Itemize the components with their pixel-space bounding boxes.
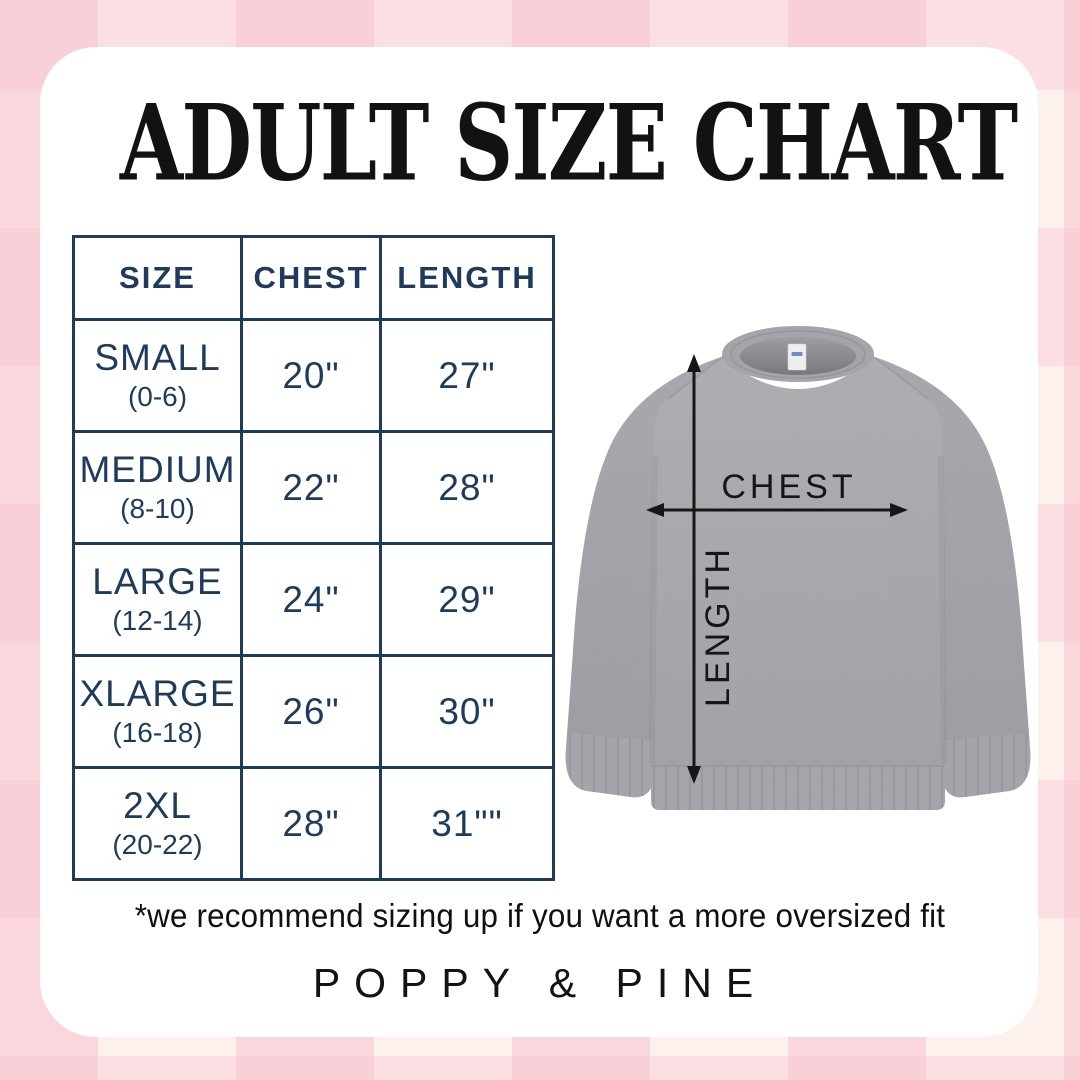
- chest-cell: 26": [242, 656, 381, 768]
- size-name: 2XL: [123, 785, 192, 826]
- length-label: LENGTH: [699, 545, 737, 707]
- size-range: (20-22): [112, 829, 203, 860]
- size-cell: [74, 768, 242, 880]
- table-row: [74, 768, 554, 880]
- length-cell: 29": [381, 544, 554, 656]
- table-row: [74, 320, 554, 432]
- chest-label: CHEST: [721, 468, 857, 506]
- size-table: [72, 235, 555, 881]
- chest-cell: 28": [242, 768, 381, 880]
- length-cell: 31"": [381, 768, 554, 880]
- size-range: (8-10): [120, 493, 195, 524]
- size-name: XLARGE: [79, 673, 236, 714]
- size-cell: [74, 656, 242, 768]
- page-title: ADULT SIZE CHART: [119, 81, 1017, 205]
- header-size: SIZE: [74, 237, 242, 320]
- sizing-footnote: *we recommend sizing up if you want a more oversized fit: [134, 897, 946, 934]
- size-name: LARGE: [92, 561, 223, 602]
- size-range: (12-14): [112, 605, 203, 636]
- size-name: SMALL: [94, 337, 221, 378]
- length-cell: 30": [381, 656, 554, 768]
- sweatshirt-illustration: [552, 296, 1044, 852]
- chest-cell: 24": [242, 544, 381, 656]
- size-cell: [74, 544, 242, 656]
- table-row: [74, 432, 554, 544]
- chest-cell: 22": [242, 432, 381, 544]
- table-row: [74, 656, 554, 768]
- table-header-row: [74, 237, 554, 320]
- brand-name: POPPY & PINE: [312, 960, 768, 1006]
- header-length: LENGTH: [381, 237, 554, 320]
- table-row: [74, 544, 554, 656]
- size-range: (0-6): [127, 381, 188, 412]
- size-cell: [74, 432, 242, 544]
- length-cell: 27": [381, 320, 554, 432]
- size-range: (16-18): [112, 717, 203, 748]
- sweatshirt-garment: [552, 296, 1044, 852]
- length-cell: 28": [381, 432, 554, 544]
- heather-texture: [552, 296, 1044, 852]
- chest-cell: 20": [242, 320, 381, 432]
- size-cell: [74, 320, 242, 432]
- size-name: MEDIUM: [79, 449, 236, 490]
- header-chest: CHEST: [242, 237, 381, 320]
